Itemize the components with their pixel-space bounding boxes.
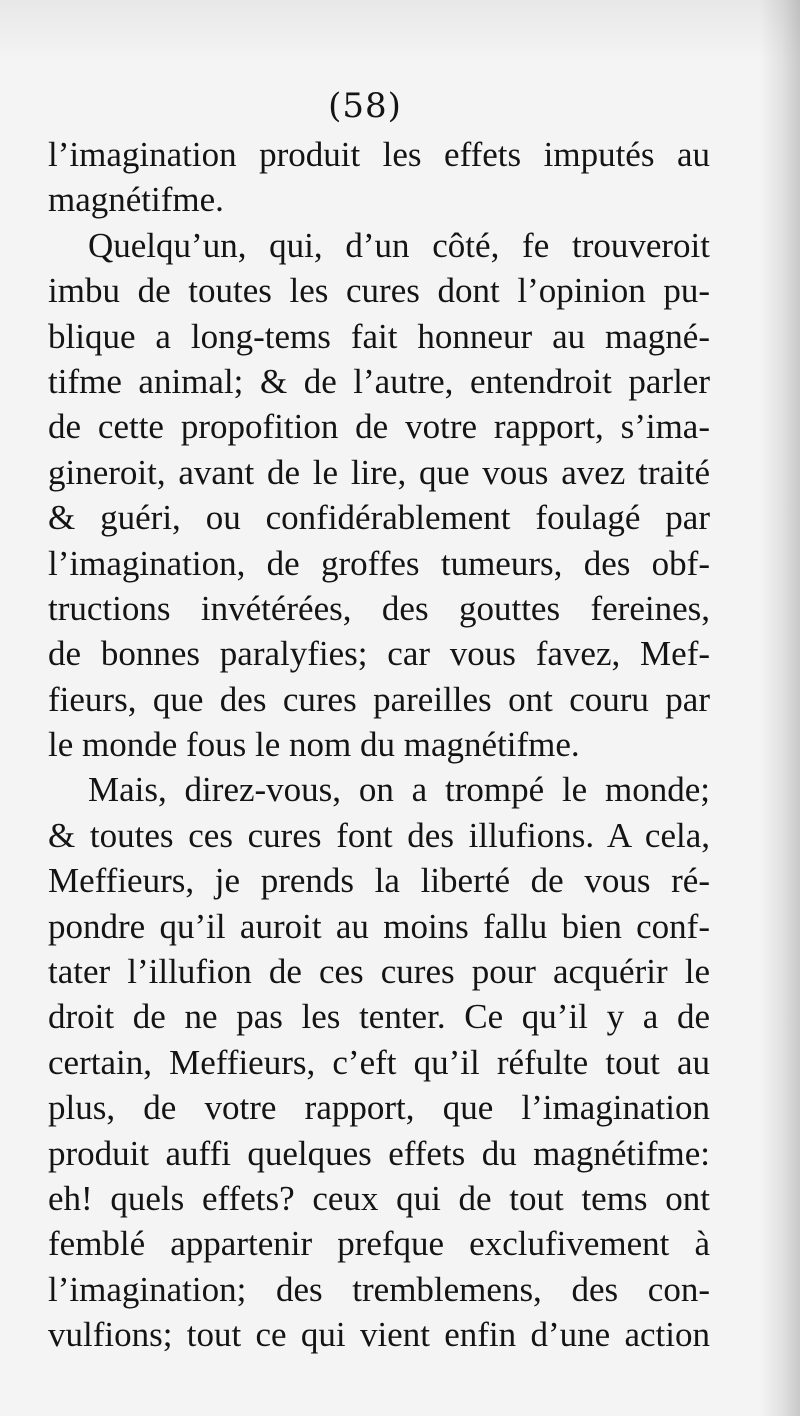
text-line: tructions invétérées, des gouttes fereines, — [48, 588, 710, 628]
text-line: eh! quels effets? ceux qui de tout tems ont — [48, 1178, 710, 1218]
text-line: Meffieurs, je prends la liberté de vous ré- — [48, 861, 710, 901]
page-number: (58) — [328, 86, 402, 126]
text-line: produit auffi quelques effets du magnétifme: — [48, 1133, 710, 1173]
text-line: vulfions; tout ce qui vient enfin d’une action — [48, 1315, 710, 1355]
text-line: fieurs, que des cures pareilles ont couru par — [48, 679, 710, 719]
text-line: pondre qu’il auroit au moins fallu bien conf- — [48, 906, 710, 946]
text-line: l’imagination, de groffes tumeurs, des obf- — [48, 543, 710, 583]
text-line: tater l’illufion de ces cures pour acquérir le — [48, 952, 710, 992]
page-top-shadow — [0, 0, 800, 60]
text-line: l’imagination produit les effets imputés au — [48, 135, 710, 174]
paragraph-first-line: Quelqu’un, qui, d’un côté, fe trouveroit — [88, 225, 710, 265]
text-line: certain, Meffieurs, c’eft qu’il réfulte tout au — [48, 1042, 710, 1082]
text-line: de cette propofition de votre rapport, s’ima- — [48, 407, 710, 447]
text-line: droit de ne pas les tenter. Ce qu’il y a de — [48, 997, 710, 1037]
text-line: imbu de toutes les cures dont l’opinion pu- — [48, 271, 710, 311]
text-line: de bonnes paralyfies; car vous favez, Mef- — [48, 634, 710, 674]
text-line: le monde fous le nom du magnétifme. — [48, 725, 580, 765]
paragraph-first-line: Mais, direz-vous, on a trompé le monde; — [88, 770, 710, 810]
text-line: plus, de votre rapport, que l’imagination — [48, 1088, 710, 1128]
text-line: & guéri, ou confidérablement foulagé par — [48, 498, 710, 538]
text-line: tifme animal; & de l’autre, entendroit parler — [48, 361, 710, 401]
text-line: l’imagination; des tremblemens, des con- — [48, 1269, 710, 1309]
text-line: blique a long-tems fait honneur au magné- — [48, 316, 710, 356]
text-line: gineroit, avant de le lire, que vous avez traité — [48, 452, 710, 492]
text-line: & toutes ces cures font des illufions. A cela, — [48, 815, 710, 855]
body-text — [48, 132, 710, 1358]
text-line: magnétifme. — [48, 180, 224, 220]
text-line: femblé appartenir prefque exclufivement à — [48, 1224, 710, 1264]
page-gutter-shadow — [760, 0, 800, 1416]
